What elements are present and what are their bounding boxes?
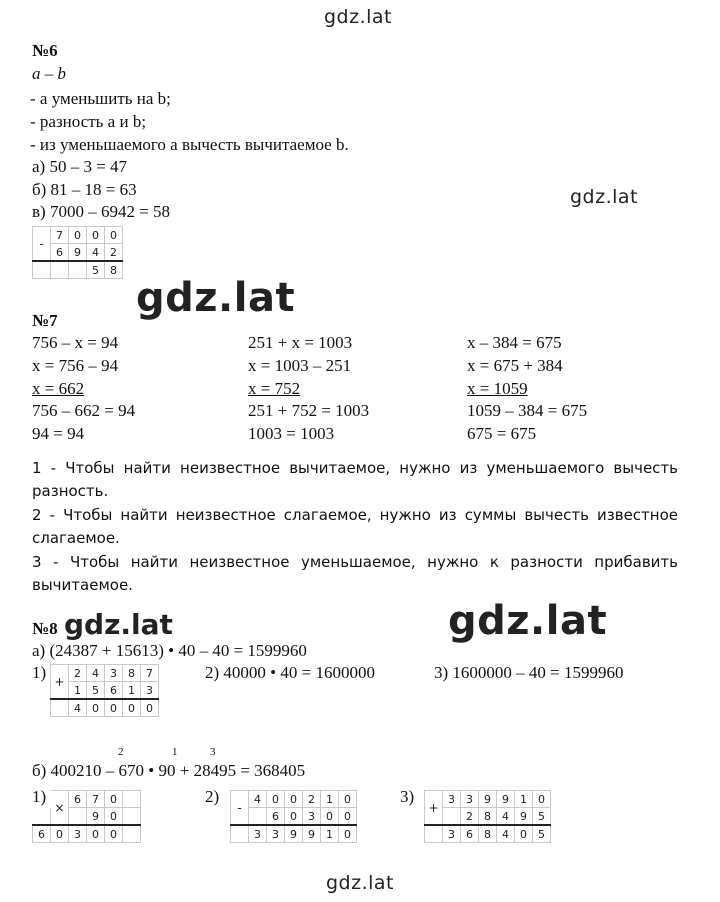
digit: 4	[497, 825, 515, 843]
digit	[231, 825, 249, 843]
digit: 6	[69, 791, 87, 808]
digit: 0	[105, 227, 123, 244]
exercise-6-reading-2: - разность a и b;	[30, 112, 147, 131]
digit: 3	[443, 791, 461, 808]
exercise-7-col1-line1: 756 – x = 94	[32, 333, 119, 352]
digit: 1	[69, 682, 87, 700]
exercise-7-col3-result: 675 = 675	[467, 424, 537, 443]
digit	[249, 808, 267, 826]
exercise-7-rule-2: 2 - Чтобы найти неизвестное слагаемое, нужно из суммы вычесть известное слагаемое.	[32, 506, 678, 547]
exercise-7-title: №7	[32, 311, 58, 330]
digit: 6	[33, 825, 51, 843]
digit: 1	[123, 682, 141, 700]
digit: 0	[69, 227, 87, 244]
digit: 0	[87, 227, 105, 244]
watermark-big-center: gdz.lat	[136, 275, 296, 321]
digit: 8	[479, 825, 497, 843]
exercise-6-c: в) 7000 – 6942 = 58	[32, 202, 171, 221]
exercise-8-a-step2: 2) 40000 • 40 = 1600000	[205, 663, 375, 682]
digit: 1	[321, 825, 339, 843]
exercise-8-a-column-addition	[50, 664, 159, 717]
exercise-7-col2-line2: x = 1003 – 251	[248, 356, 352, 375]
digit: 4	[69, 699, 87, 717]
digit: 9	[87, 808, 105, 826]
digit: 2	[461, 808, 479, 826]
digit	[33, 261, 51, 279]
column-sign: ×	[51, 791, 69, 826]
digit: 6	[51, 244, 69, 262]
exercise-7-col1-line2: x = 756 – 94	[32, 356, 119, 375]
digit: 4	[87, 244, 105, 262]
exercise-7-col1-check: 756 – 662 = 94	[32, 401, 136, 420]
digit	[425, 825, 443, 843]
digit: 0	[105, 791, 123, 808]
digit: 3	[461, 791, 479, 808]
digit: 0	[123, 699, 141, 717]
exercise-7-col2-answer: x = 752	[248, 379, 301, 398]
digit: 0	[87, 825, 105, 843]
column-sign: -	[33, 227, 51, 262]
exercise-8-a-step3: 3) 1600000 – 40 = 1599960	[434, 663, 624, 682]
exercise-6-a: а) 50 – 3 = 47	[32, 157, 128, 176]
digit: 7	[87, 791, 105, 808]
watermark-big-right: gdz.lat	[448, 598, 608, 644]
digit: 5	[533, 808, 551, 826]
watermark-bottom: gdz.lat	[326, 872, 395, 894]
digit: 8	[123, 665, 141, 682]
column-sign: -	[231, 791, 249, 826]
digit: 0	[533, 791, 551, 808]
digit: 3	[249, 825, 267, 843]
column-sign: +	[425, 791, 443, 826]
digit: 1	[515, 791, 533, 808]
digit: 8	[479, 808, 497, 826]
exercise-6-reading-3: - из уменьшаемого a вычесть вычитаемое b.	[30, 135, 349, 154]
digit	[33, 791, 51, 808]
watermark-no8-inline: gdz.lat	[64, 608, 173, 641]
digit: 9	[497, 791, 515, 808]
digit: 2	[105, 244, 123, 262]
operation-order-2: 2	[118, 746, 124, 758]
digit	[123, 808, 141, 826]
digit: 0	[267, 791, 285, 808]
operation-order-1: 1	[172, 746, 178, 758]
digit: 0	[339, 808, 357, 826]
digit: 0	[105, 825, 123, 843]
digit: 4	[249, 791, 267, 808]
digit	[443, 808, 461, 826]
digit: 0	[321, 808, 339, 826]
exercise-7-col2-result: 1003 = 1003	[248, 424, 335, 443]
exercise-7-col2-check: 251 + 752 = 1003	[248, 401, 370, 420]
exercise-7-col1-answer: x = 662	[32, 379, 85, 398]
digit: 5	[87, 682, 105, 700]
exercise-8-a-expression: а) (24387 + 15613) • 40 – 40 = 1599960	[32, 641, 307, 660]
exercise-7-rule-3: 3 - Чтобы найти неизвестное уменьшаемое, нужно к разности прибавить вычитаемое.	[32, 553, 678, 594]
digit: 5	[533, 825, 551, 843]
digit: 9	[285, 825, 303, 843]
watermark-right-small: gdz.lat	[570, 186, 639, 208]
digit: 3	[303, 808, 321, 826]
digit: 7	[141, 665, 159, 682]
digit: 6	[267, 808, 285, 826]
exercise-8-b-step1-label: 1)	[32, 787, 47, 806]
exercise-7-col1-result: 94 = 94	[32, 424, 85, 443]
digit: 9	[69, 244, 87, 262]
exercise-7-col3-check: 1059 – 384 = 675	[467, 401, 588, 420]
digit: 1	[321, 791, 339, 808]
digit: 6	[105, 682, 123, 700]
exercise-8-b-step2-label: 2)	[205, 787, 220, 806]
exercise-8-b-step3-label: 3)	[400, 787, 415, 806]
exercise-8-b-expression: б) 400210 – 670 • 90 + 28495 = 368405	[32, 761, 306, 780]
digit: 5	[87, 261, 105, 279]
digit: 3	[105, 665, 123, 682]
digit	[123, 791, 141, 808]
digit: 3	[267, 825, 285, 843]
digit: 4	[497, 808, 515, 826]
exercise-7-col3-line2: x = 675 + 384	[467, 356, 563, 375]
exercise-8-title: №8	[32, 619, 58, 638]
digit: 0	[285, 791, 303, 808]
digit: 7	[51, 227, 69, 244]
exercise-6-expression: a – b	[32, 64, 66, 83]
digit: 4	[87, 665, 105, 682]
watermark-top: gdz.lat	[324, 6, 393, 28]
exercise-8-b-column-multiplication	[32, 790, 141, 843]
digit: 0	[515, 825, 533, 843]
digit: 0	[51, 825, 69, 843]
exercise-8-b-column-subtraction	[230, 790, 357, 843]
digit: 3	[69, 825, 87, 843]
exercise-8-b-column-addition	[424, 790, 551, 843]
digit: 0	[339, 825, 357, 843]
digit: 6	[461, 825, 479, 843]
exercise-6-b: б) 81 – 18 = 63	[32, 180, 137, 199]
exercise-6-title: №6	[32, 41, 58, 60]
digit: 9	[303, 825, 321, 843]
digit	[69, 261, 87, 279]
digit: 3	[141, 682, 159, 700]
digit: 2	[303, 791, 321, 808]
digit	[69, 808, 87, 826]
exercise-7-rule-1: 1 - Чтобы найти неизвестное вычитаемое, нужно из уменьшаемого вычесть разность.	[32, 459, 678, 500]
operation-order-3: 3	[210, 746, 216, 758]
digit: 9	[479, 791, 497, 808]
digit: 9	[515, 808, 533, 826]
digit: 0	[105, 808, 123, 826]
exercise-7-col3-answer: x = 1059	[467, 379, 528, 398]
exercise-6-column-subtraction	[32, 226, 123, 279]
digit: 0	[87, 699, 105, 717]
digit	[123, 825, 141, 843]
digit	[51, 261, 69, 279]
exercise-7-col3-line1: x – 384 = 675	[467, 333, 562, 352]
digit: 0	[339, 791, 357, 808]
exercise-6-reading-1: - a уменьшить на b;	[30, 89, 171, 108]
digit	[33, 808, 51, 826]
digit	[51, 699, 69, 717]
exercise-7-col2-line1: 251 + x = 1003	[248, 333, 353, 352]
digit: 0	[285, 808, 303, 826]
digit: 2	[69, 665, 87, 682]
digit: 0	[105, 699, 123, 717]
digit: 0	[141, 699, 159, 717]
column-sign: +	[51, 665, 69, 700]
digit: 8	[105, 261, 123, 279]
digit: 3	[443, 825, 461, 843]
exercise-8-a-step1-label: 1)	[32, 663, 47, 682]
